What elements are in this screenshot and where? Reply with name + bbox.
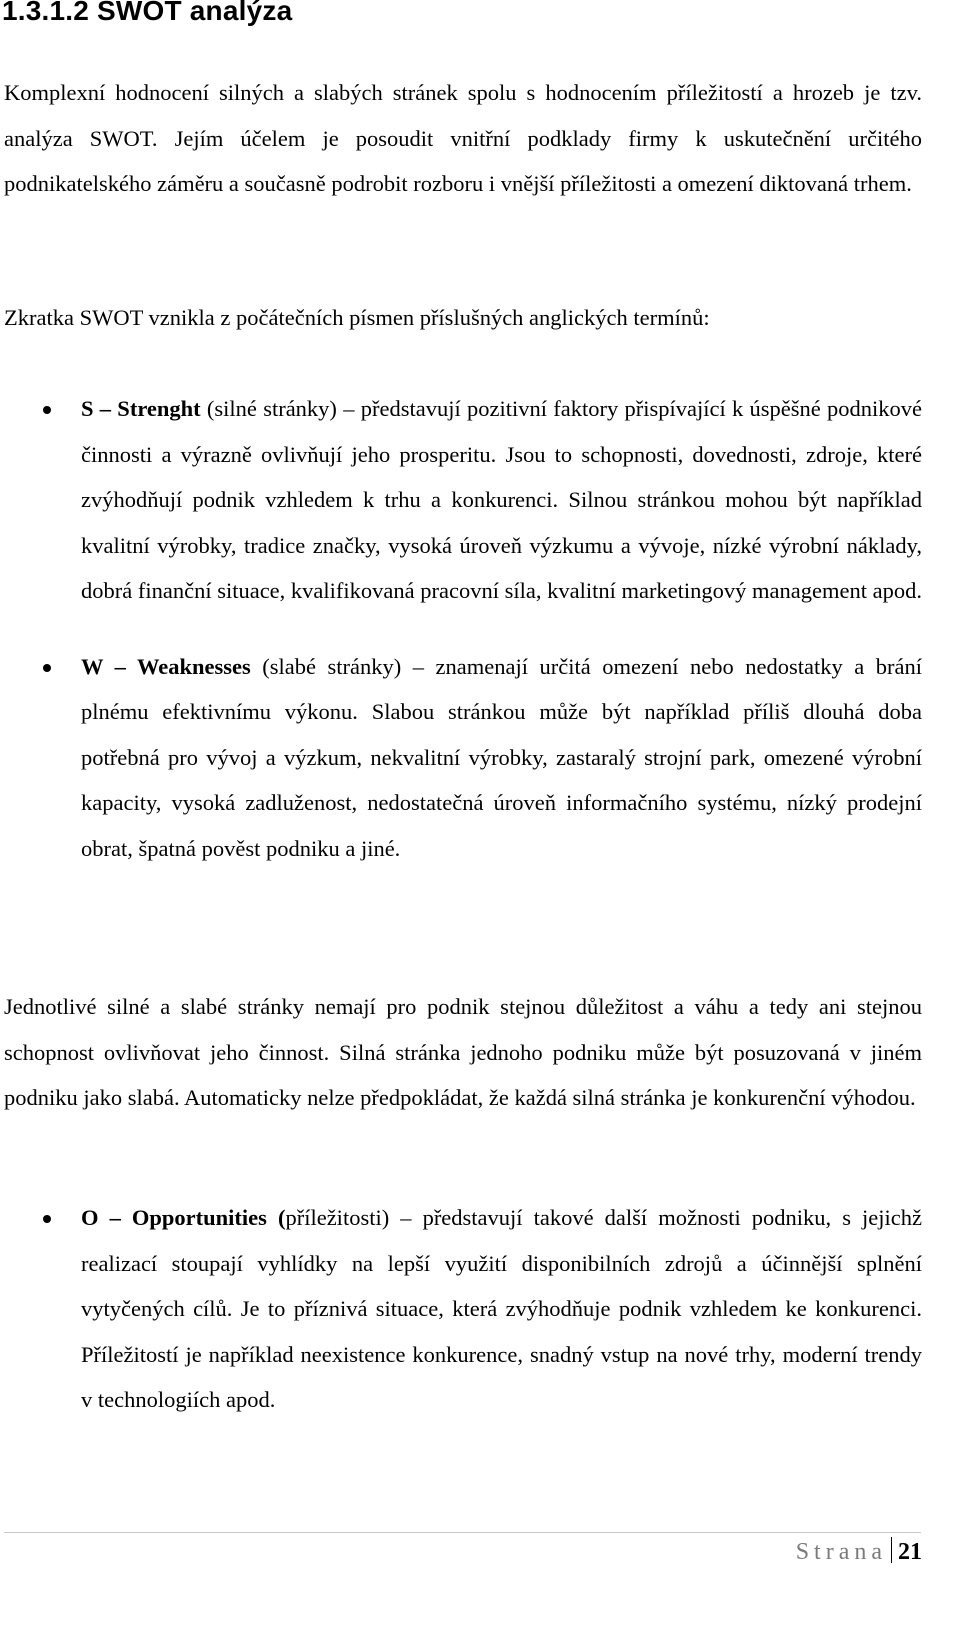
text-weaknesses: (slabé stránky) – znamenají určitá omezení nebo nedostatky a brání plnému efektivnímu výkonu. Slabou stránkou může být například příliš dlouhá doba potřebná pro vývoj a výzkum, nekvalitní výrobky, zastaralý strojní park, omezené výrobní kapacity, vysoká zadluženost, nedostatečná úroveň informačního systému, nízký prodejní obrat, špatná pověst podniku a jiné. [81, 653, 922, 861]
list-item-weaknesses [0, 644, 922, 872]
text-strengths: (silné stránky) – představují pozitivní faktory přispívající k úspěšné podnikové činnosti a výrazně ovlivňují jeho prosperitu. Jsou to schopnosti, dovednosti, zdroje, které zvýhodňují podnik vzhledem k trhu a konkurenci. Silnou stránkou mohou být například kvalitní výrobky, tradice značky, vysoká úroveň výzkumu a vývoje, nízké výrobní náklady, dobrá finanční situace, kvalifikovaná pracovní síla, kvalitní marketingový management apod. [81, 396, 922, 603]
term-strengths: S – Strenght [81, 396, 201, 421]
list-item-opportunities [0, 1195, 922, 1423]
bullet-icon [43, 406, 51, 414]
intro-paragraph: Komplexní hodnocení silných a slabých stránek spolu s hodnocením příležitostí a hrozeb je tzv. analýza SWOT. Jejím účelem je posoudit vnitřní podklady firmy k uskutečnění určitého podnikatelského záměru a současně podrobit rozboru i vnější příležitosti a omezení diktovaná trhem. [4, 80, 922, 196]
text-opportunities: příležitosti) – představují takové další možnosti podniku, s jejichž realizací stoupají vyhlídky na lepší využití disponibilních zdrojů a účinnější splnění vytyčených cílů. Je to příznivá situace, která zvýhodňuje podnik vzhledem ke konkurenci. Příležitostí je například neexistence konkurence, snadný vstup na nové trhy, moderní trendy v technologiích apod. [81, 1205, 922, 1412]
page-number: 21 [898, 1539, 922, 1565]
section-heading: 1.3.1.2 SWOT analýza [2, 0, 293, 26]
bullet-icon [43, 1215, 51, 1223]
swot-list-strengths-weaknesses [0, 386, 960, 871]
swot-list-opportunities [0, 1195, 960, 1423]
bullet-icon [43, 664, 51, 672]
page-footer [750, 1535, 922, 1569]
footer-divider [4, 1532, 921, 1533]
term-weaknesses: W – Weaknesses [81, 653, 251, 679]
abbreviation-paragraph: Zkratka SWOT vznikla z počátečních písmen příslušných anglických termínů: [4, 305, 710, 330]
footer-separator [891, 1537, 892, 1563]
weights-paragraph: Jednotlivé silné a slabé stránky nemají pro podnik stejnou důležitost a váhu a tedy ani stejnou schopnost ovlivňovat jeho činnost. Silná stránka jednoho podniku může být posuzovaná v jiném podniku jako slabá. Automaticky nelze předpokládat, že každá silná stránka je konkurenční výhodou. [4, 994, 922, 1110]
page-label: Strana [795, 1539, 887, 1565]
list-item-strengths [0, 386, 922, 614]
term-opportunities: O – Opportunities ( [81, 1205, 286, 1230]
